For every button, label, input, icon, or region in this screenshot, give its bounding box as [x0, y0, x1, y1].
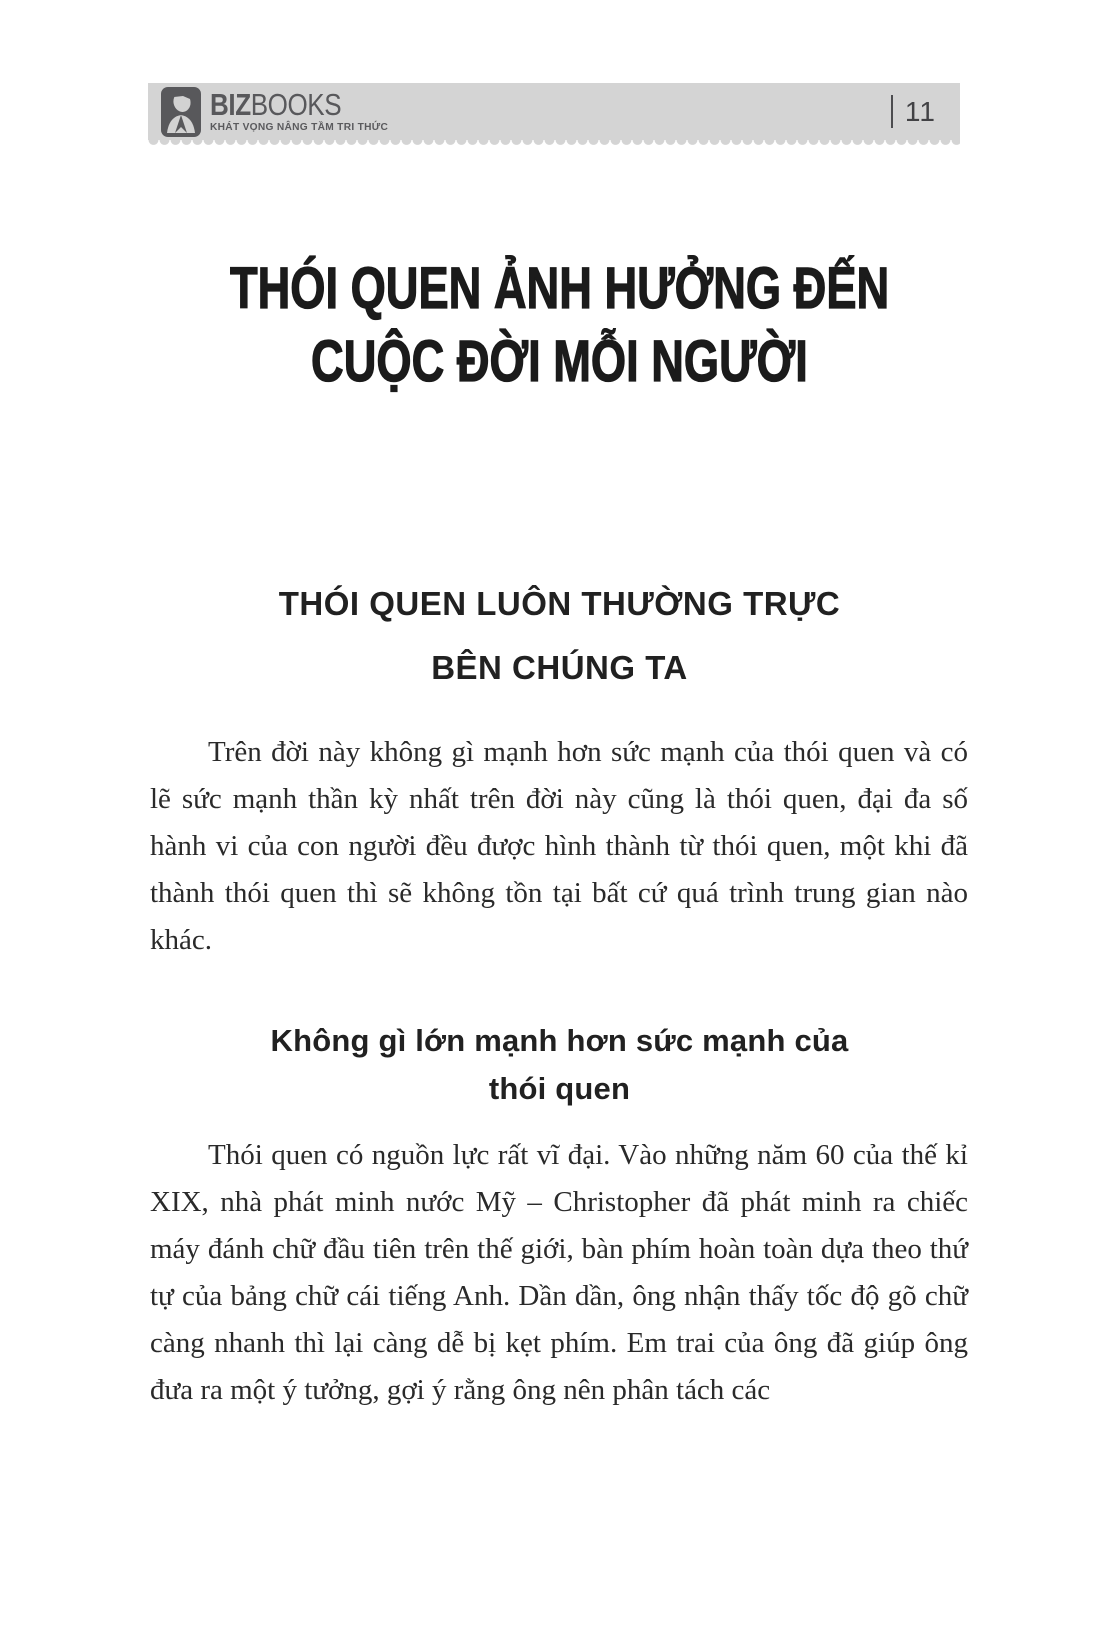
chapter-title-line-1	[0, 252, 1119, 325]
brand-wordmark-biz: BIZ	[210, 87, 251, 122]
chapter-title-line-2	[0, 325, 1119, 398]
subsection-heading	[0, 1017, 1119, 1113]
subsection-heading-line-2: thói quen	[488, 1071, 631, 1106]
chapter-title	[0, 252, 1119, 398]
section-heading-line-2: BÊN CHÚNG TA	[431, 649, 688, 686]
header-perforated-edge	[148, 140, 960, 147]
brand-wordmark-books: BOOKS	[250, 87, 342, 122]
subsection-heading-line-1: Không gì lớn mạnh hơn sức mạnh của	[270, 1023, 849, 1058]
brand-tagline: KHÁT VỌNG NÂNG TẦM TRI THỨC	[210, 121, 389, 133]
page-number-divider	[891, 95, 893, 128]
page-number-block	[891, 95, 936, 128]
brand-wordmark	[210, 87, 364, 122]
brand-block	[210, 87, 394, 133]
section-heading-line-1: THÓI QUEN LUÔN THƯỜNG TRỰC	[278, 585, 841, 622]
body-paragraph-2: Thói quen có nguồn lực rất vĩ đại. Vào những năm 60 của thế kỉ XIX, nhà phát minh nước Mỹ – Christopher đã phát minh ra chiếc máy đánh chữ đầu tiên trên thế giới, bàn phím hoàn toàn dựa theo thứ tự của bảng chữ cái tiếng Anh. Dần dần, ông nhận thấy tốc độ gõ chữ càng nhanh thì lại càng dễ bị kẹt phím. Em trai của ông đã giúp ông đưa ra một ý tưởng, gợi ý rằng ông nên phân tách các	[150, 1139, 968, 1406]
header-bar	[148, 83, 960, 140]
person-silhouette-icon	[161, 87, 201, 137]
page-number: 11	[904, 95, 936, 127]
chapter-title-text-2: CUỘC ĐỜI MỖI NGƯỜI	[311, 329, 808, 394]
body-paragraph-1: Trên đời này không gì mạnh hơn sức mạnh của thói quen và có lẽ sức mạnh thần kỳ nhất trên đời này cũng là thói quen, đại đa số hành vi của con người đều được hình thành từ thói quen, một khi đã thành thói quen thì sẽ không tồn tại bất cứ quá trình trung gian nào khác.	[150, 736, 968, 956]
chapter-title-text-1: THÓI QUEN ẢNH HƯỞNG ĐẾN	[229, 256, 890, 321]
section-heading	[0, 572, 1119, 700]
